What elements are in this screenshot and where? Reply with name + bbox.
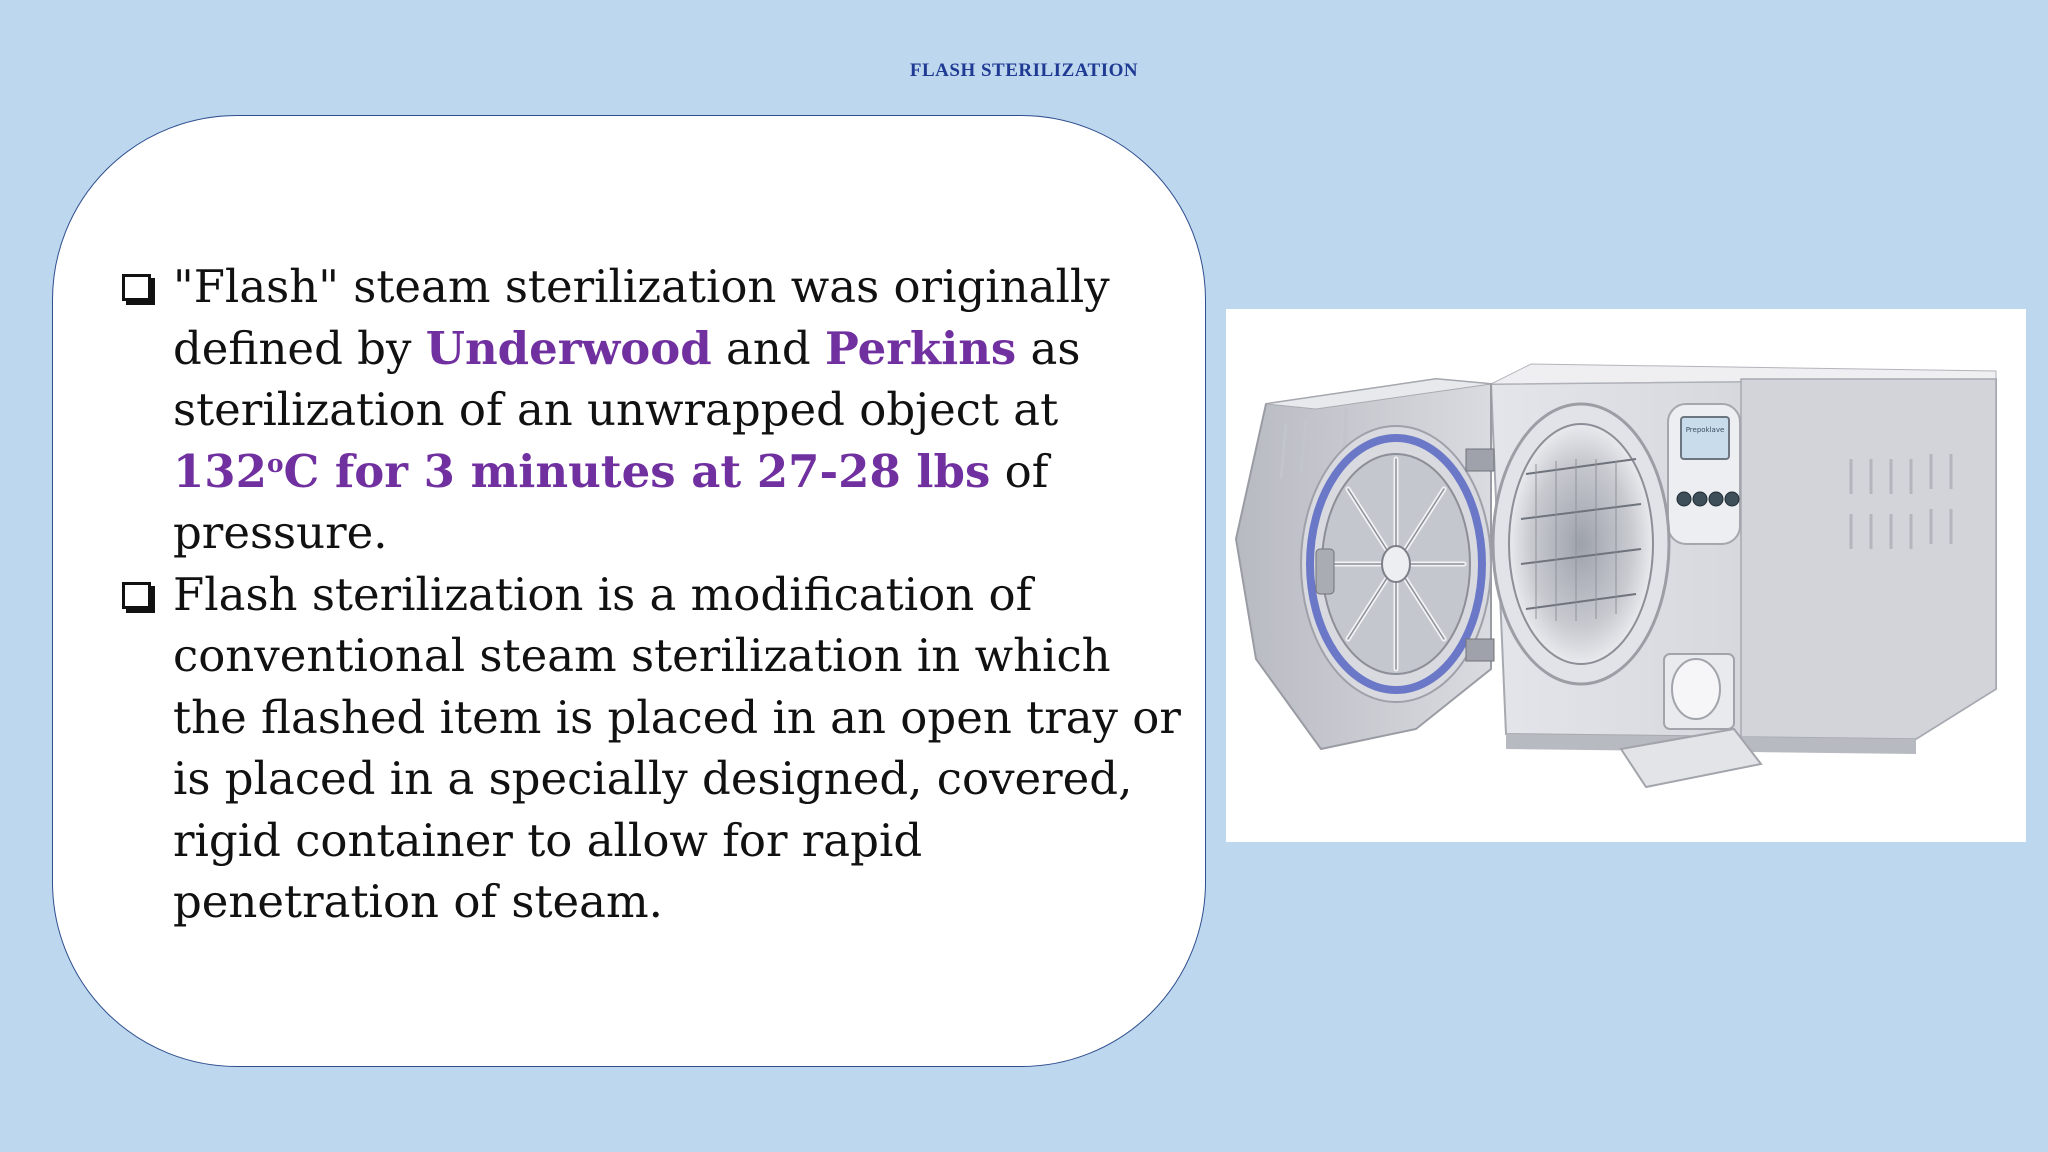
highlighted-text: Perkins xyxy=(824,321,1017,375)
bullet-text: of pressure. xyxy=(173,444,1049,559)
checkbox-bullet-icon xyxy=(122,274,151,301)
highlighted-text: C for 3 minutes at 27-28 lbs xyxy=(283,444,991,498)
bullet-text: "Flash" steam sterilization was originally defined by xyxy=(173,260,1110,375)
bullet-text: Flash sterilization is a modification of conventional steam sterilization in which the flashed item is placed in an open tray or is placed in a specially designed, covered, rigid container to allow for rapid penetration of steam. xyxy=(173,567,1181,928)
autoclave-image xyxy=(1226,309,2026,842)
control-screen-text: Prepoklave xyxy=(1685,426,1725,434)
highlighted-text: o xyxy=(266,448,284,478)
bullet-text: and xyxy=(711,321,825,375)
bullet-text: as sterilization of an unwrapped object at xyxy=(173,321,1081,436)
bullet-item xyxy=(118,256,1198,564)
slide-title: FLASH STERILIZATION xyxy=(909,60,1139,81)
bullet-list xyxy=(118,256,1198,933)
checkbox-bullet-icon xyxy=(122,582,151,609)
highlighted-text: 132 xyxy=(173,444,267,498)
autoclave-illustration xyxy=(1226,309,2026,842)
bullet-item xyxy=(118,564,1198,933)
highlighted-text: Underwood xyxy=(425,321,712,375)
